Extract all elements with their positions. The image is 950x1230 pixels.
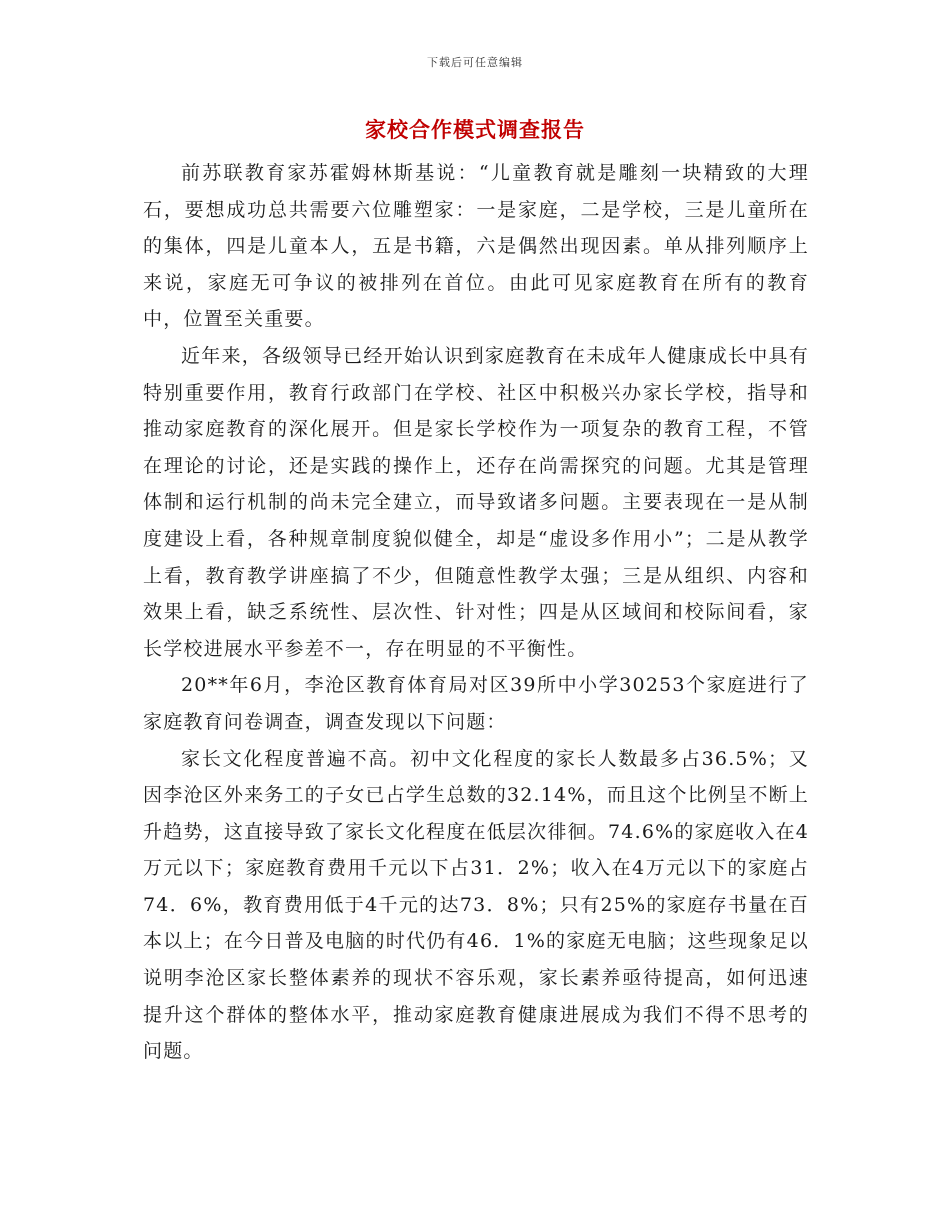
- document-body: [143, 155, 809, 1070]
- paragraph-survey: 20**年6月，李沧区教育体育局对区39所中小学30253个家庭进行了家庭教育问卷调查，调查发现以下问题：: [143, 674, 809, 733]
- paragraph-intro: 前苏联教育家苏霍姆林斯基说：“儿童教育就是雕刻一块精致的大理石，要想成功总共需要六位雕塑家：一是家庭，二是学校，三是儿童所在的集体，四是儿童本人，五是书籍，六是偶然出现因素。单从排列顺序上来说，家庭无可争议的被排列在首位。由此可见家庭教育在所有的教育中，位置至关重要。: [143, 162, 809, 331]
- document-title: 家校合作模式调查报告: [365, 117, 585, 142]
- paragraph-problems: 近年来，各级领导已经开始认识到家庭教育在未成年人健康成长中具有特别重要作用，教育行政部门在学校、社区中积极兴办家长学校，指导和推动家庭教育的深化展开。但是家长学校作为一项复杂的教育工程，不管在理论的讨论，还是实践的操作上，还存在尚需探究的问题。尤其是管理体制和运行机制的尚未完全建立，而导致诸多问题。主要表现在一是从制度建设上看，各种规章制度貌似健全，却是“虚设多作用小”；二是从教学上看，教育教学讲座搞了不少，但随意性教学太强；三是从组织、内容和效果上看，缺乏系统性、层次性、针对性；四是从区域间和校际间看，家长学校进展水平参差不一，存在明显的不平衡性。: [143, 344, 809, 660]
- paragraph-findings: 家长文化程度普遍不高。初中文化程度的家长人数最多占36.5%；又因李沧区外来务工的子女已占学生总数的32.14%，而且这个比例呈不断上升趋势，这直接导致了家长文化程度在低层次徘徊。74.6%的家庭收入在4万元以下；家庭教育费用千元以下占31．2%；收入在4万元以下的家庭占74．6%，教育费用低于4千元的达73．8%；只有25%的家庭存书量在百本以上；在今日普及电脑的时代仍有46．1%的家庭无电脑；这些现象足以说明李沧区家长整体素养的现状不容乐观，家长素养亟待提高，如何迅速提升这个群体的整体水平，推动家庭教育健康进展成为我们不得不思考的问题。: [143, 747, 809, 1063]
- header-note: 下载后可任意编辑: [427, 56, 523, 69]
